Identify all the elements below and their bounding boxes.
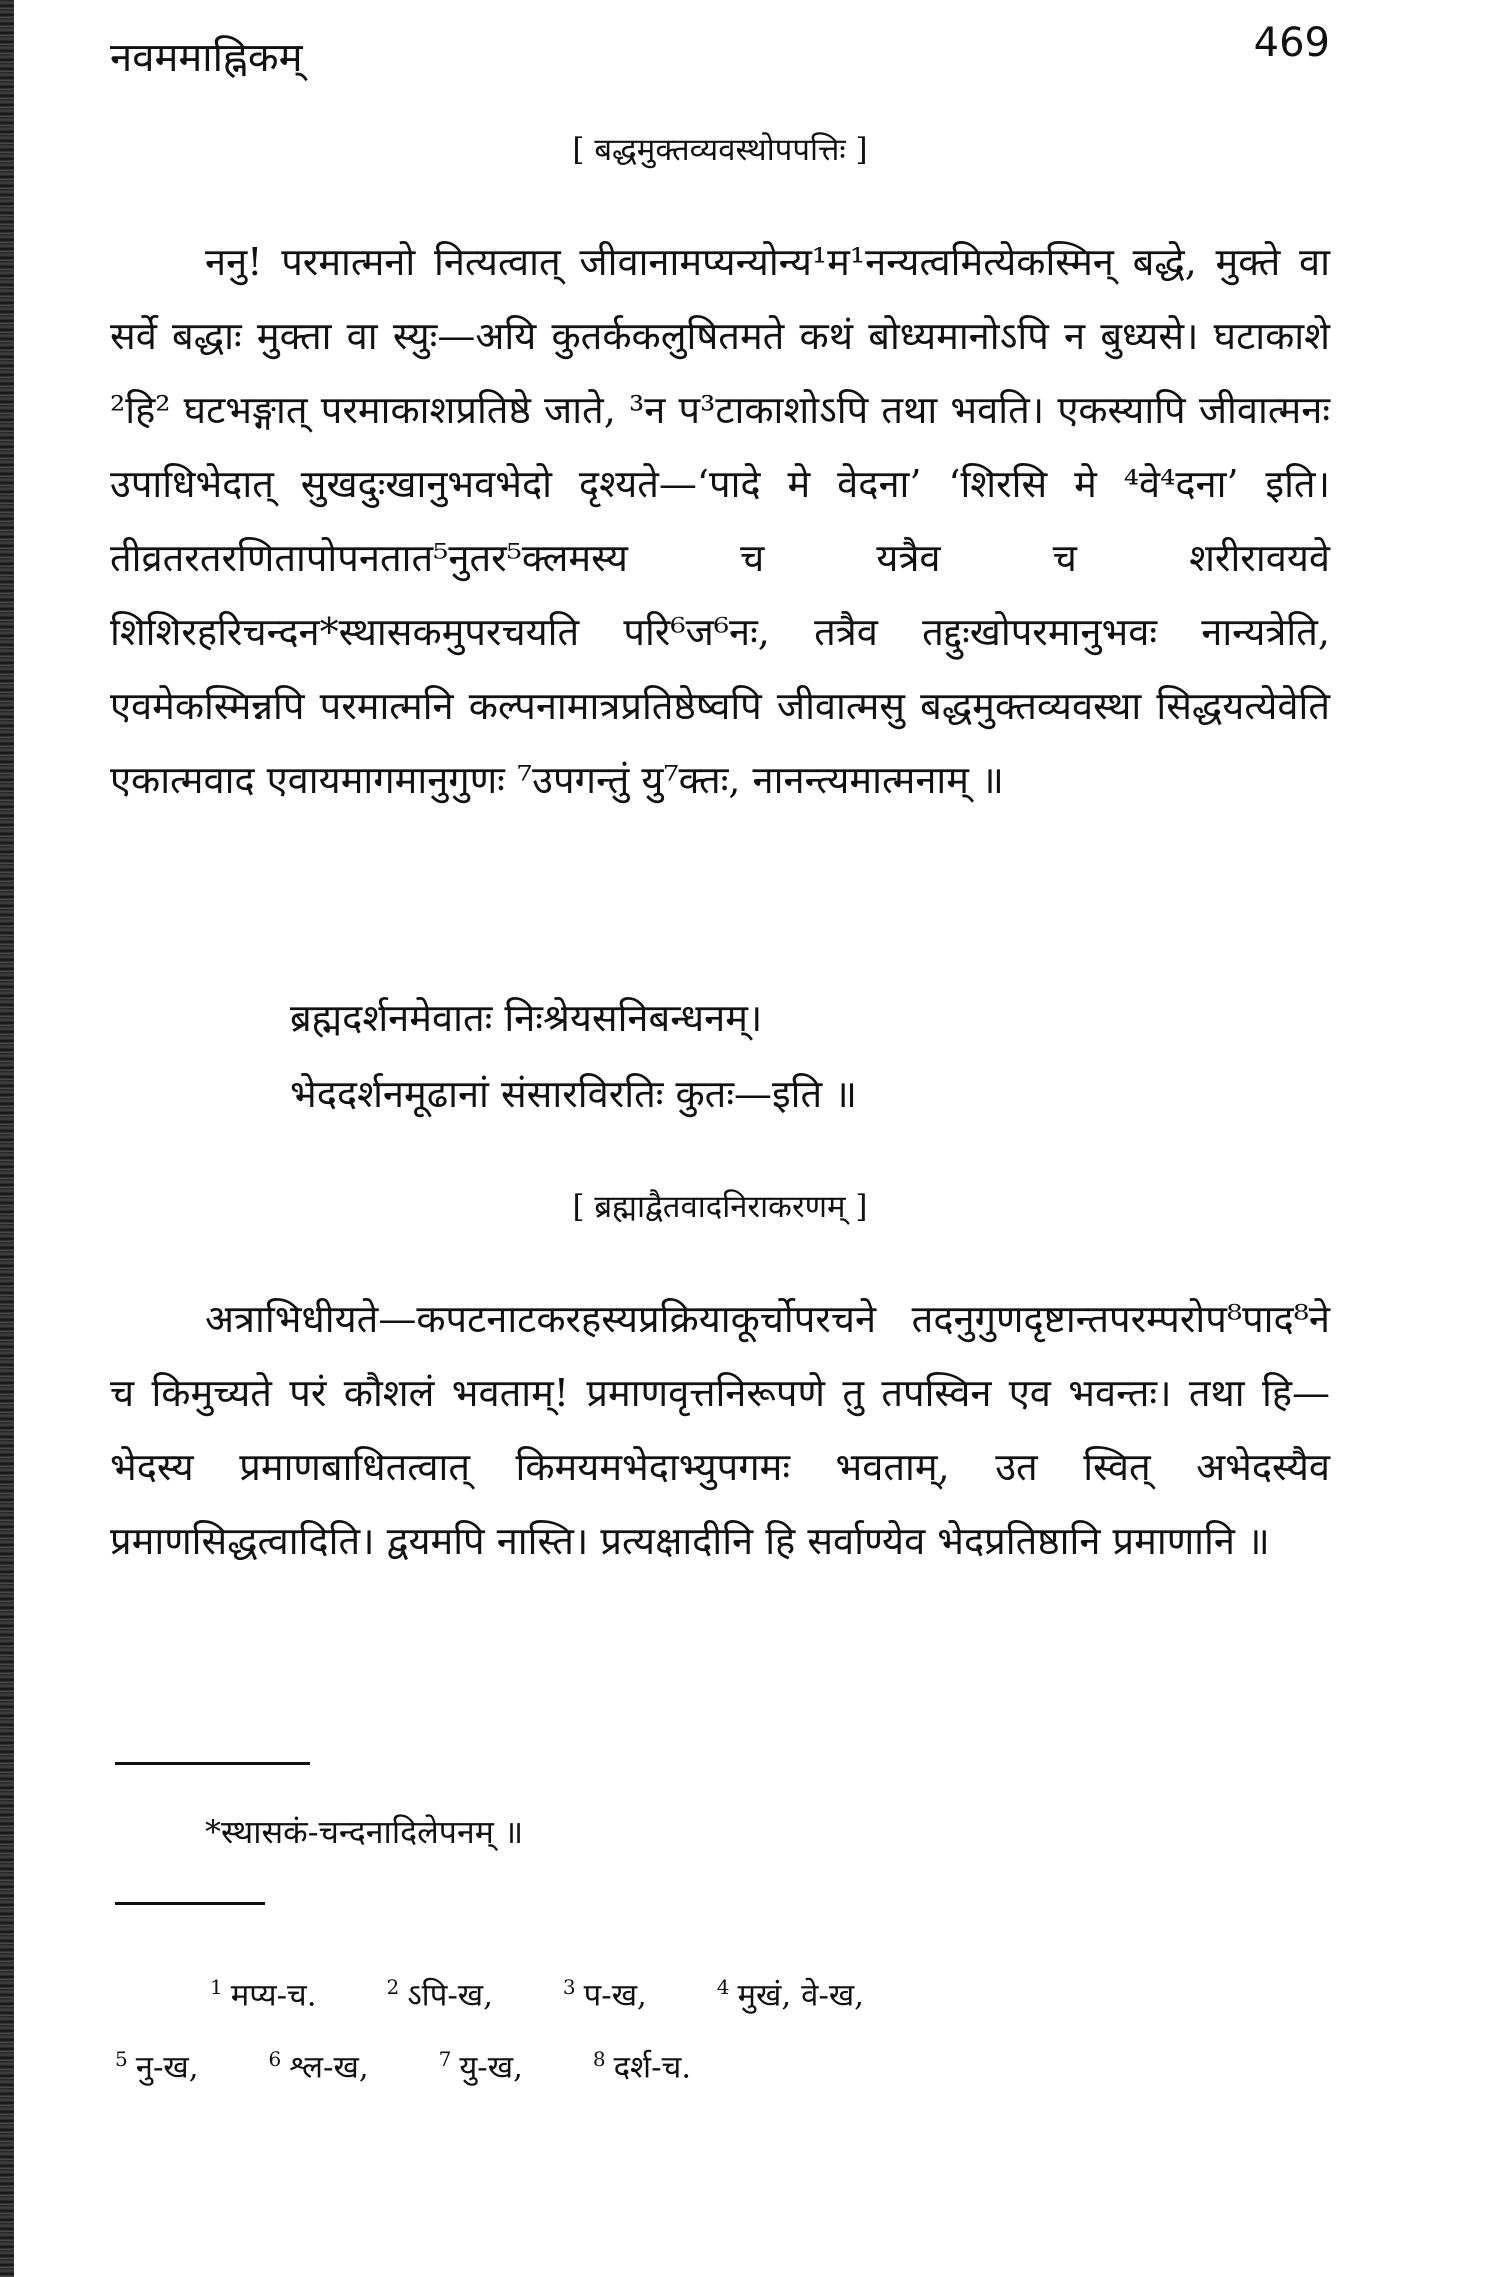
footnote-7: $^7$ यु-ख, bbox=[438, 2047, 523, 2086]
verse-line-1: ब्रह्मदर्शनमेवातः निःश्रेयसनिबन्धनम्। bbox=[290, 996, 763, 1040]
footnote-2: $^2$ ऽपि-ख, bbox=[386, 1975, 494, 2014]
footnote-3: $^3$ प-ख, bbox=[562, 1975, 647, 2014]
footnote-4: $^4$ मुखं, वे-ख, bbox=[716, 1975, 865, 2014]
footnote-6: $^6$ श्ल-ख, bbox=[268, 2047, 369, 2086]
page bbox=[110, 0, 1330, 2277]
paragraph-2-text: अत्राभिधीयते—कपटनाटकरहस्यप्रक्रियाकूर्चोपरचने तदनुगुणदृष्टान्तपरम्परोप⁸पाद⁸ने च किमुच्यते परं कौशलं भवताम्! प्रमाणवृत्तनिरूपणे तु तपस्विन एव भवन्तः। तथा हि—भेदस्य प्रमाणबाधितत्वात् किमयमभेदाभ्युपगमः भवताम्, उत स्वित् अभेदस्यैव प्रमाणसिद्धत्वादिति। द्वयमपि नास्ति। प्रत्यक्षादीनि हि सर्वाण्येव भेदप्रतिष्ठानि प्रमाणानि ॥ bbox=[110, 1297, 1330, 1563]
page-number: 469 bbox=[1253, 20, 1330, 66]
paragraph-2 bbox=[110, 1282, 1330, 1578]
paragraph-1 bbox=[110, 225, 1330, 817]
footnote-5: $^5$ नु-ख, bbox=[115, 2047, 199, 2086]
footnote-list bbox=[110, 1955, 1330, 2100]
footnote-row-1 bbox=[110, 1955, 1330, 2027]
section-heading-2: [ ब्रह्माद्वैतवादनिराकरणम् ] bbox=[572, 1189, 868, 1225]
footnote-rule-short bbox=[115, 1762, 310, 1765]
footnote-8: $^8$ दर्श-च. bbox=[592, 2047, 692, 2086]
footnote-1: $^1$ मप्य-च. bbox=[210, 1975, 317, 2014]
book-spine-shadow bbox=[0, 0, 14, 2277]
paragraph-1-text: ननु! परमात्मनो नित्यत्वात् जीवानामप्यन्योन्य¹म¹नन्यत्वमित्येकस्मिन् बद्धे, मुक्ते वा सर्वे बद्धाः मुक्ता वा स्युः—अयि कुतर्ककलुषितमते कथं बोध्यमानोऽपि न बुध्यसे। घटाकाशे ²हि² घटभङ्गात् परमाकाशप्रतिष्ठे जाते, ³न प³टाकाशोऽपि तथा भवति। एकस्यापि जीवात्मनः उपाधिभेदात् सुखदुःखानुभवभेदो दृश्यते—‘पादे मे वेदना’ ‘शिरसि मे ⁴वे⁴दना’ इति। तीव्रतरतरणितापोपनतात⁵नुतर⁵क्लमस्य च यत्रैव च शरीरावयवे शिशिरहरिचन्दन*स्थासकमुपरचयति परि⁶ज⁶नः, तत्रैव तद्दुःखोपरमानुभवः नान्यत्रेति, एवमेकस्मिन्नपि परमात्मनि कल्पनामात्रप्रतिष्ठेष्वपि जीवात्मसु बद्धमुक्तव्यवस्था सिद्धयत्येवेति एकात्मवाद एवायमागमानुगुणः ⁷उपगन्तुं यु⁷क्तः, नानन्त्यमात्मनाम् ॥ bbox=[110, 240, 1330, 802]
verse-line-2: भेददर्शनमूढानां संसारविरतिः कुतः—इति ॥ bbox=[290, 1072, 858, 1116]
running-head: नवममाह्निकम् bbox=[110, 35, 303, 81]
footnote-rule bbox=[115, 1902, 265, 1905]
footnote-star: *स्थासकं-चन्दनादिलेपनम् ॥ bbox=[205, 1813, 524, 1851]
section-heading-1: [ बद्धमुक्तव्यवस्थोपपत्तिः ] bbox=[572, 132, 868, 168]
footnote-row-2 bbox=[110, 2027, 1330, 2099]
